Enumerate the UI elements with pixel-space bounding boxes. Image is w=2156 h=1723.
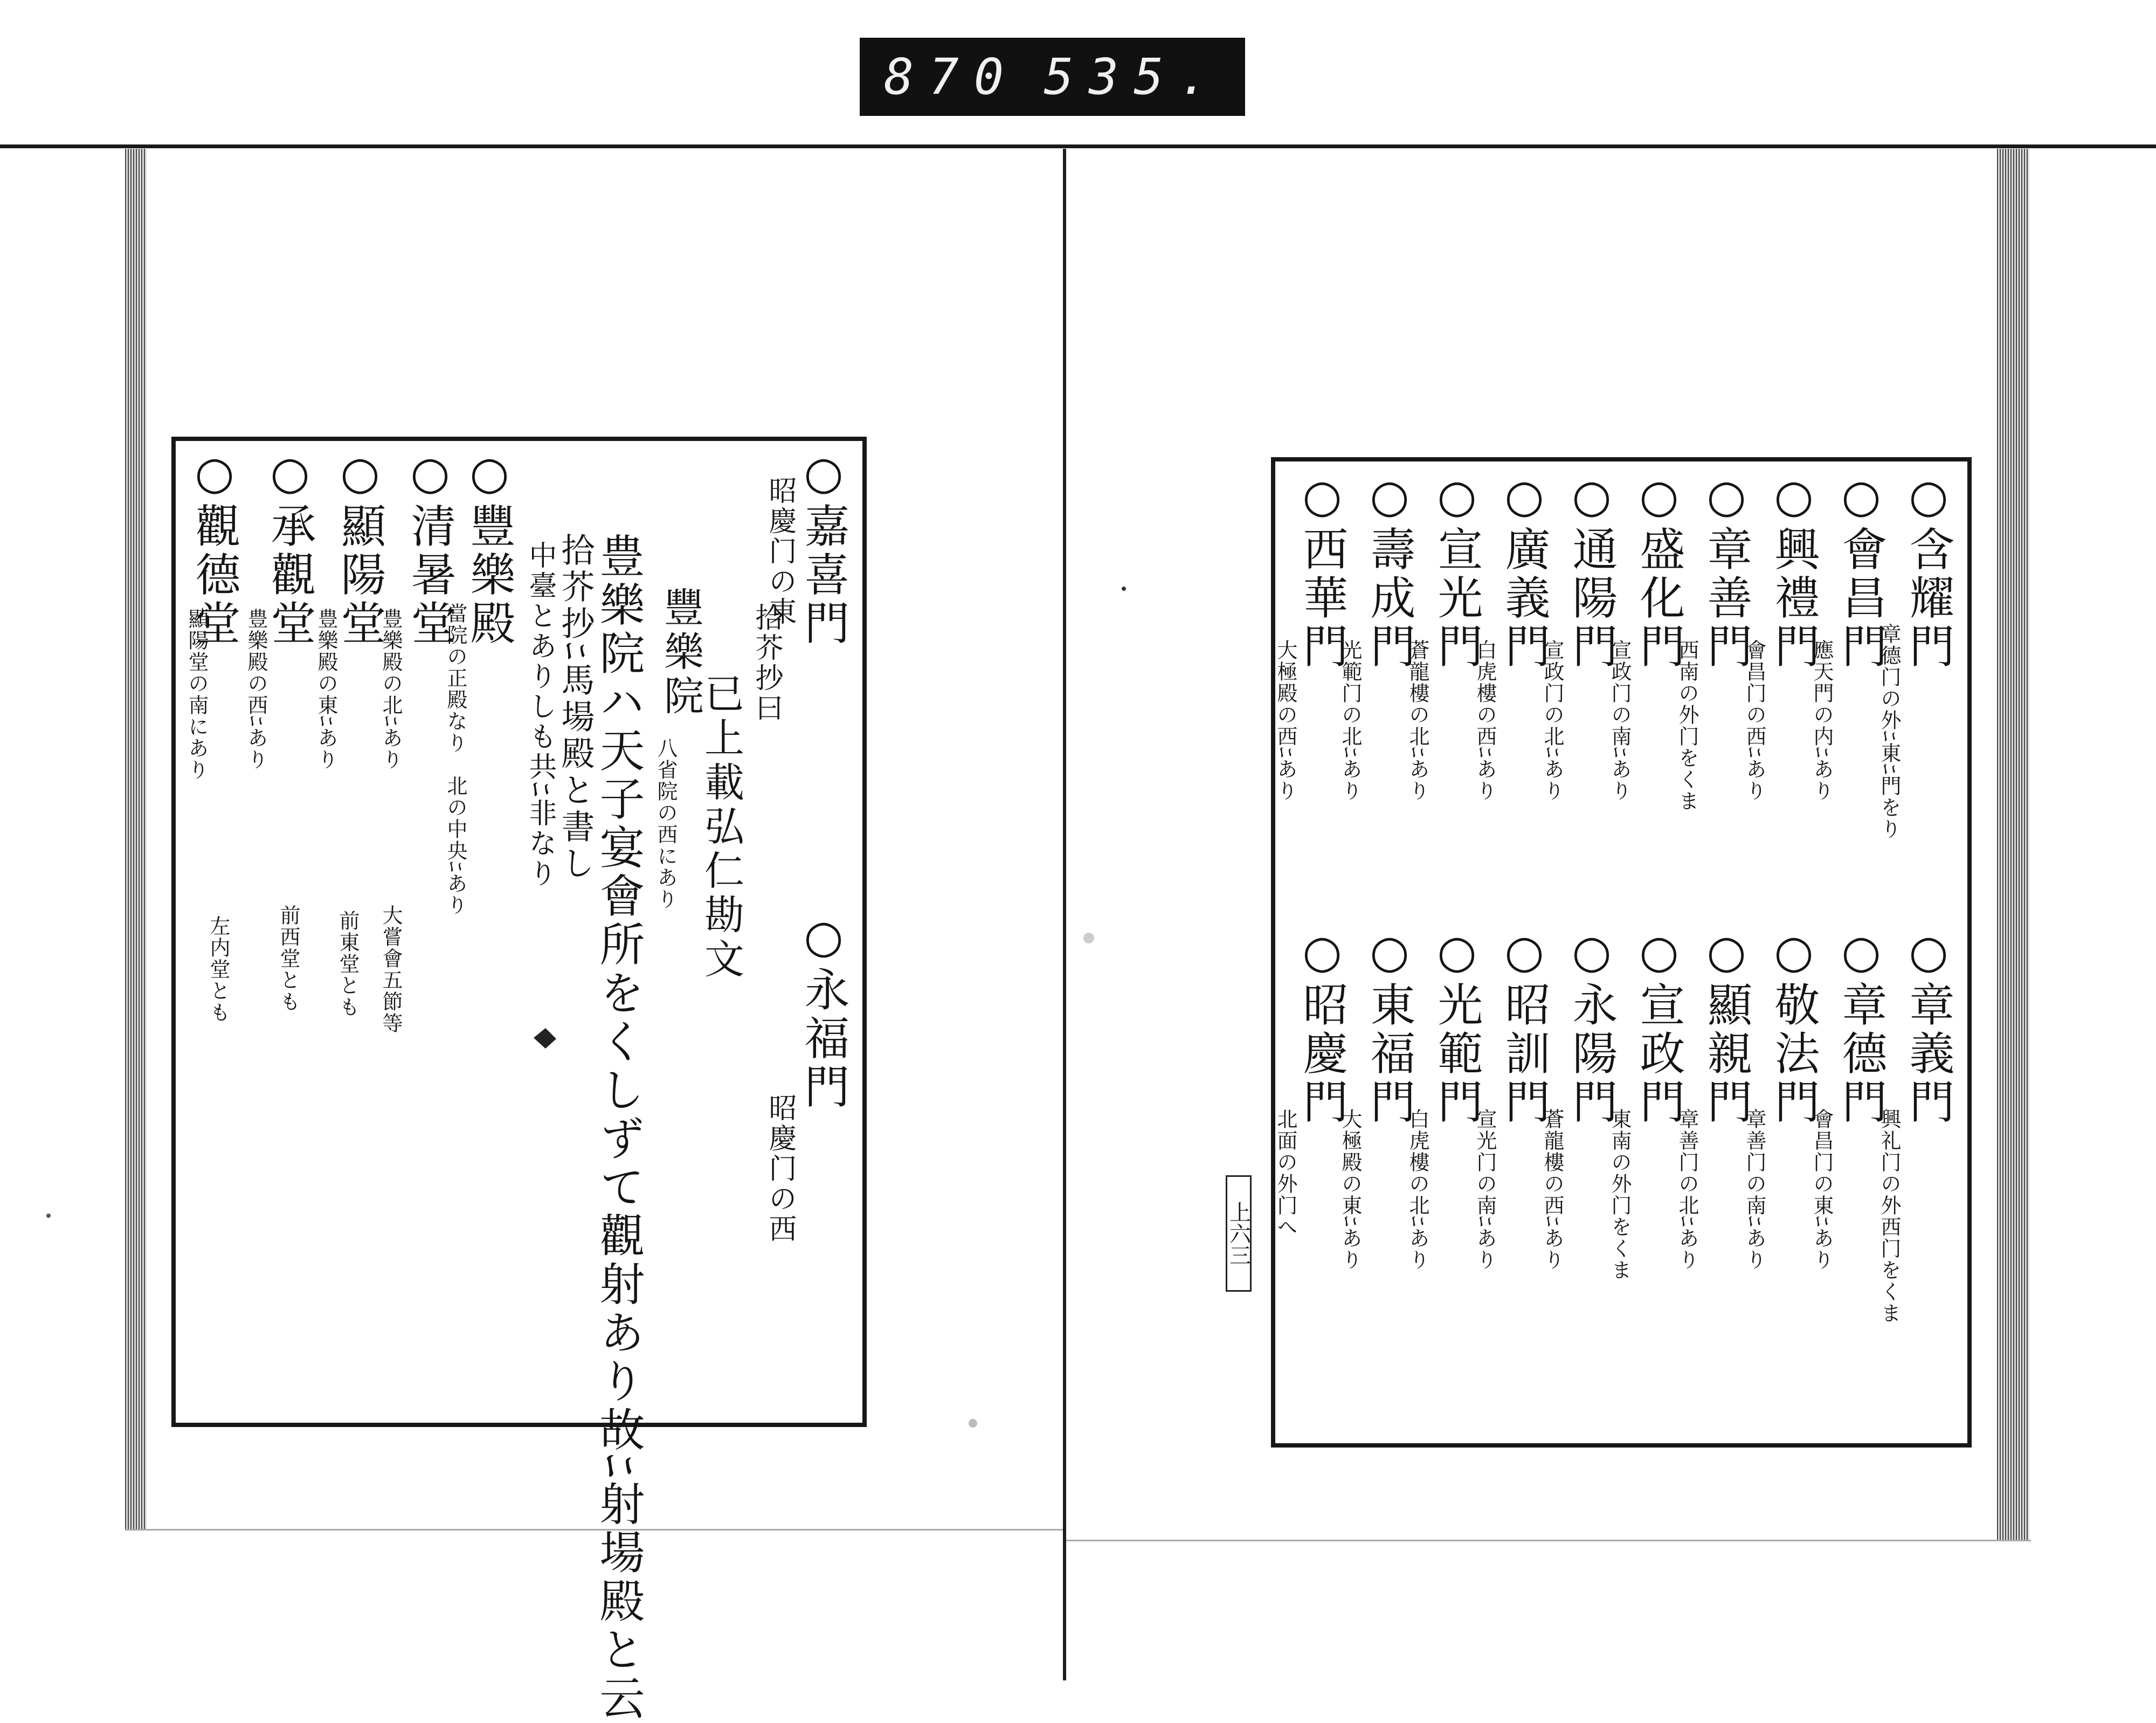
entry-note: 昭慶门の西 [764, 1093, 796, 1244]
section-title: 豐樂院 [658, 587, 704, 719]
entry-note: 東南の外门をくま [1608, 1108, 1632, 1281]
entry-heading: ○昭訓門 [1498, 925, 1551, 1127]
entry-heading: ○顯親門 [1700, 925, 1753, 1127]
entry-heading: ○壽成門 [1363, 470, 1416, 671]
entry-note: 左内堂とも [206, 915, 230, 1023]
entry-heading: ○豐樂殿 [463, 446, 516, 648]
entry-heading: ○觀德堂 [188, 446, 241, 648]
entry-heading: ○章義門 [1902, 925, 1955, 1127]
entry-heading: ○廣義門 [1498, 470, 1551, 671]
entry-note: 豊樂殿の東ﾆあり [314, 608, 338, 771]
entry-note: 光範门の北ﾆあり [1338, 639, 1362, 802]
entry-note: 前東堂とも [336, 910, 360, 1018]
entry-heading: ○宣光門 [1431, 470, 1483, 671]
entry-note: 大極殿の東ﾆあり [1338, 1108, 1362, 1271]
page-number: 上六三 [1226, 1175, 1252, 1292]
entry-heading: ○章德門 [1835, 925, 1888, 1127]
entry-note: 西南の外门をくま [1675, 639, 1699, 812]
entry-note: 北面の外门へ [1274, 1108, 1297, 1238]
entry-heading: ○含耀門 [1902, 470, 1955, 671]
entry-note: 前西堂とも [277, 905, 300, 1012]
entry-note: 宣光门の南ﾆあり [1473, 1108, 1497, 1271]
counter-right: 535. [1044, 48, 1224, 106]
entry-note: 應天門の内ﾆあり [1810, 639, 1834, 802]
entry-note: 章善门の北ﾆあり [1675, 1108, 1699, 1271]
entry-heading: ○永陽門 [1565, 925, 1618, 1127]
entry-note: 顯陽堂の南にあり [185, 608, 209, 781]
entry-note: 豊樂殿の西ﾆあり [244, 608, 268, 771]
entry-heading: ○盛化門 [1633, 470, 1685, 671]
entry-heading: ○昭慶門 [1296, 925, 1349, 1127]
entry-heading: ○顯陽堂 [334, 446, 386, 648]
entry-note: 會昌门の西ﾆあり [1743, 639, 1766, 802]
entry-heading: ○敬法門 [1767, 925, 1820, 1127]
entry-heading: ○章善門 [1700, 470, 1753, 671]
entry-note: 大嘗會五節等 [379, 905, 403, 1034]
entry-note: 宣政门の北ﾆあり [1540, 639, 1564, 802]
source-citation: 已上載弘仁勘文 [698, 673, 744, 982]
entry-note: 大極殿の西ﾆあり [1274, 639, 1297, 802]
entry-note: 白虎樓の北ﾆあり [1406, 1108, 1429, 1271]
source-note: 拾芥抄曰 [750, 603, 783, 723]
entry-heading: ○興禮門 [1767, 470, 1820, 671]
entry-heading: ○西華門 [1296, 470, 1349, 671]
entry-heading: ○承觀堂 [264, 446, 316, 648]
entry-heading: ○通陽門 [1565, 470, 1618, 671]
entry-heading: ○嘉喜門 [797, 446, 850, 648]
section-note: 八省院の西にあり [654, 738, 678, 910]
entry-note: 宣政门の南ﾆあり [1608, 639, 1632, 802]
entry-heading: ○會昌門 [1835, 470, 1888, 671]
entry-note: 當院の正殿なり 北の中央ﾆあり [444, 603, 467, 916]
entry-note: 會昌门の東ﾆあり [1810, 1108, 1834, 1271]
entry-note: 蒼龍樓の北ﾆあり [1406, 639, 1429, 802]
entry-note: 昭慶门の東 [764, 476, 796, 627]
body-text: 拾芥抄ﾆ馬場殿と書し [556, 533, 595, 883]
entry-note: 興礼门の外西门をくま [1877, 1108, 1901, 1324]
entry-note: 蒼龍樓の西ﾆあり [1540, 1108, 1564, 1271]
entry-heading: ○清暑堂 [404, 446, 457, 648]
entry-note: 章善门の南ﾆあり [1743, 1108, 1766, 1271]
entry-note: 豊樂殿の北ﾆあり [379, 608, 403, 771]
entry-heading: ○東福門 [1363, 925, 1416, 1127]
entry-heading: ○永福門 [797, 910, 850, 1112]
entry-heading: ○宣政門 [1633, 925, 1685, 1127]
body-text: 豊樂院ハ天子宴會所をくしずて觀射あり故ﾆ射場殿と云 [592, 533, 645, 1723]
entry-heading: ○光範門 [1431, 925, 1483, 1127]
counter-left: 870 [884, 48, 1019, 106]
body-text: 中臺とありしも共ﾆ非なり [524, 541, 556, 889]
entry-note: 章德门の外ﾆ東ﾆ門をり [1877, 623, 1901, 840]
entry-note: 白虎樓の西ﾆあり [1473, 639, 1497, 802]
